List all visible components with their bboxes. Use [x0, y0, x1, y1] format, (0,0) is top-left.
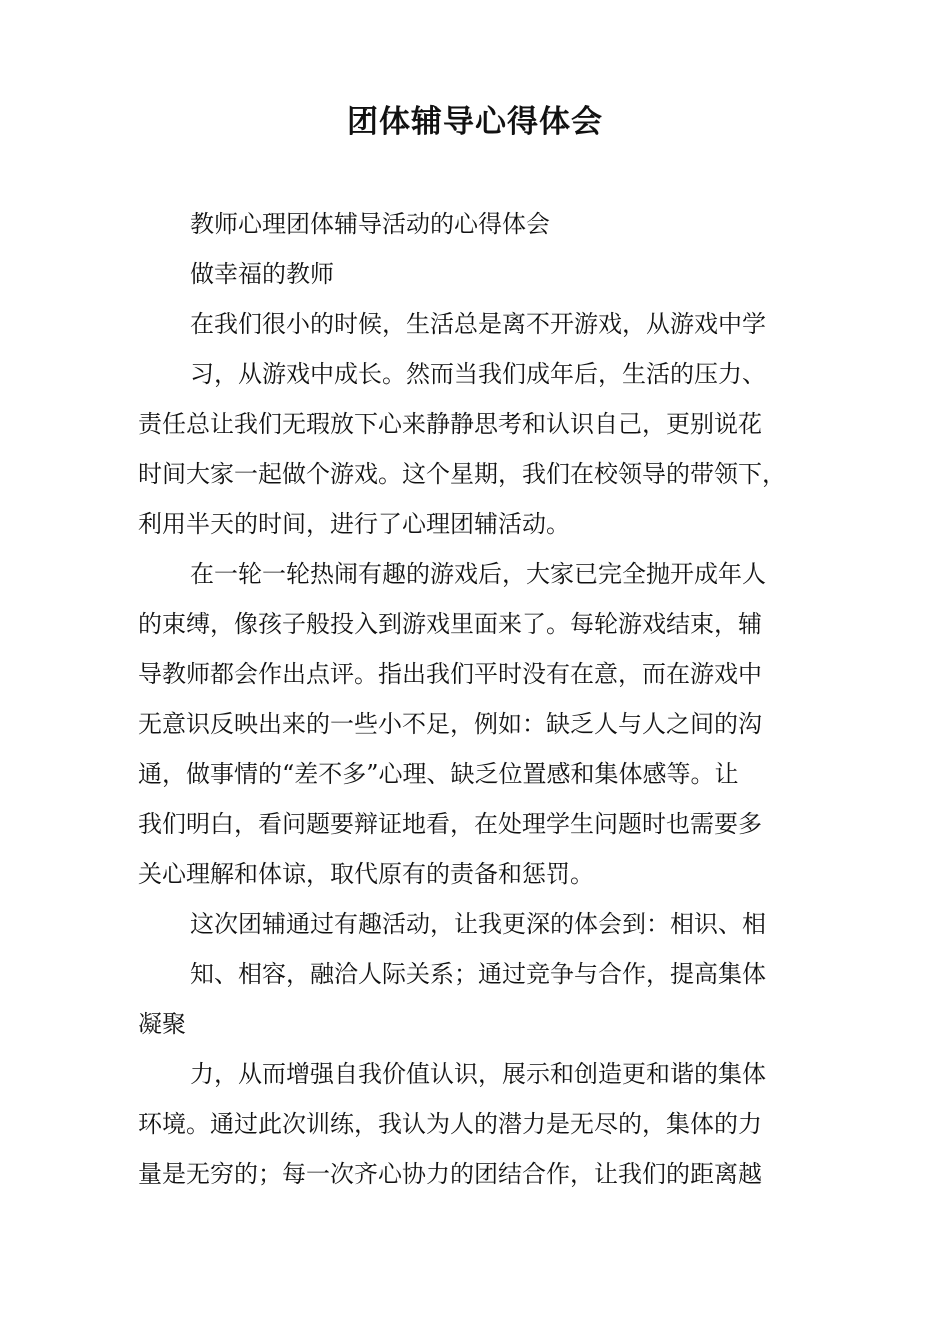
document-title: 团体辅导心得体会 [347, 104, 603, 140]
text-line-heading: 做幸福的教师 [190, 260, 334, 288]
text-line: 这次团辅通过有趣活动，让我更深的体会到：相识、相 [190, 910, 766, 938]
text-line: 关心理解和体谅，取代原有的责备和惩罚。 [138, 860, 594, 888]
text-line-subtitle: 教师心理团体辅导活动的心得体会 [190, 210, 550, 238]
text-line: 习，从游戏中成长。然而当我们成年后，生活的压力、 [190, 360, 766, 388]
text-line: 在一轮一轮热闹有趣的游戏后，大家已完全抛开成年人 [190, 560, 766, 588]
text-line: 力，从而增强自我价值认识，展示和创造更和谐的集体 [190, 1060, 766, 1088]
text-line: 凝聚 [138, 1010, 186, 1038]
text-line: 责任总让我们无瑕放下心来静静思考和认识自己，更别说花 [138, 410, 762, 438]
text-line: 知、相容，融洽人际关系；通过竞争与合作，提高集体 [190, 960, 766, 988]
text-line: 环境。通过此次训练，我认为人的潜力是无尽的，集体的力 [138, 1110, 762, 1138]
text-line: 时间大家一起做个游戏。这个星期，我们在校领导的带领下， [138, 460, 786, 488]
text-line: 导教师都会作出点评。指出我们平时没有在意，而在游戏中 [138, 660, 762, 688]
text-line: 无意识反映出来的一些小不足，例如：缺乏人与人之间的沟 [138, 710, 762, 738]
text-line: 在我们很小的时候，生活总是离不开游戏，从游戏中学 [190, 310, 766, 338]
text-line: 通，做事情的“差不多”心理、缺乏位置感和集体感等。让 [138, 760, 739, 788]
text-line: 量是无穷的；每一次齐心协力的团结合作，让我们的距离越 [138, 1160, 762, 1188]
text-line: 利用半天的时间，进行了心理团辅活动。 [138, 510, 570, 538]
text-line: 我们明白，看问题要辩证地看，在处理学生问题时也需要多 [138, 810, 762, 838]
text-line: 的束缚，像孩子般投入到游戏里面来了。每轮游戏结束，辅 [138, 610, 762, 638]
